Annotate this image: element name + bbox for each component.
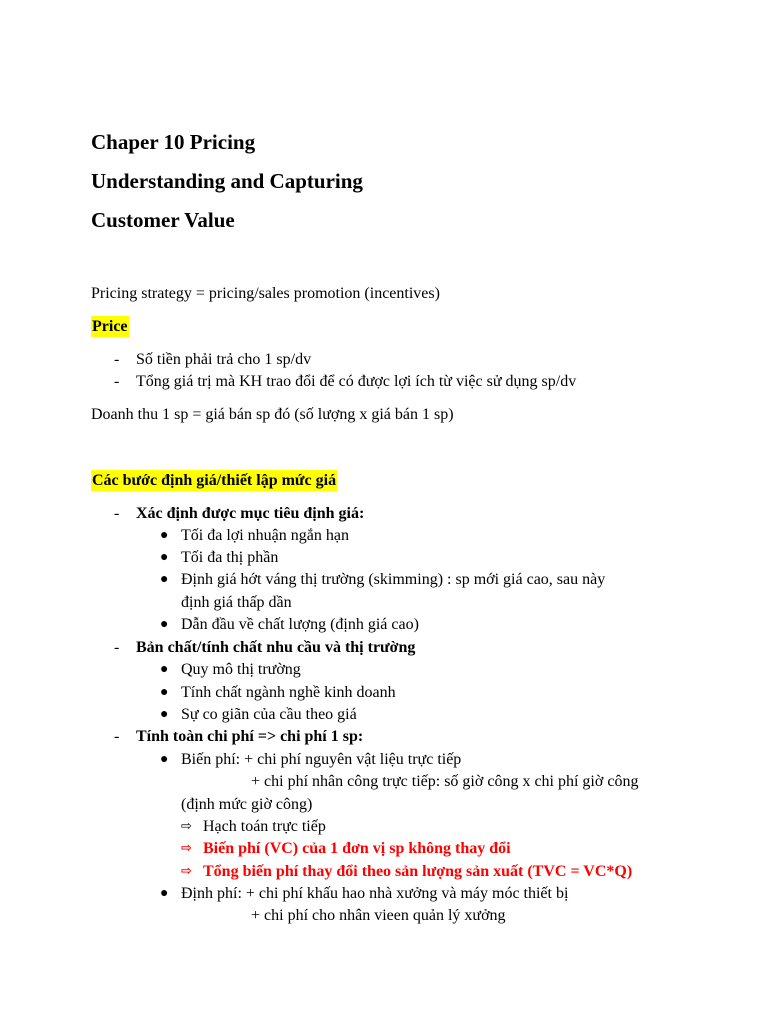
step-1-item-3: Định giá hớt váng thị trường (skimming) : sp mới giá cao, sau này [181,571,606,588]
step-3-label: Tính toàn chi phí => chi phí 1 sp: [136,728,364,745]
bullet-marker: ● [160,528,169,543]
step-2-item-3: Sự co giãn của cầu theo giá [181,706,357,723]
steps-heading [91,471,337,491]
arrow-right-icon: ⇨ [181,864,192,879]
variable-cost-line-3: (định mức giờ công) [181,796,313,813]
step-2-label: Bản chất/tính chất nhu cầu và thị trường [136,639,416,656]
bullet-marker: ● [160,685,169,700]
fixed-cost-line-1: Định phí: + chi phí khấu hao nhà xưởng và máy móc thiết bị [181,885,569,902]
price-heading-highlight: Price [92,318,128,335]
price-item-1: Số tiền phải trả cho 1 sp/dv [136,351,312,368]
variable-cost-arrow-1: Hạch toán trực tiếp [203,818,326,835]
variable-cost-arrow-2: Biến phí (VC) của 1 đơn vị sp không thay đổi [203,840,511,857]
variable-cost-arrow-3: Tổng biến phí thay đổi theo sản lượng sản xuất (TVC = VC*Q) [203,863,633,880]
bullet-marker: ● [160,752,169,767]
chapter-title-line-3: Customer Value [91,208,235,232]
fixed-cost-line-2: + chi phí cho nhân vieen quản lý xưởng [251,907,506,924]
bullet-marker: ● [160,886,169,901]
bullet-marker: ● [160,617,169,632]
variable-cost-line-2: + chi phí nhân công trực tiếp: số giờ công x chi phí giờ công [251,773,639,790]
dash-marker: - [114,505,120,522]
step-2-item-2: Tính chất ngành nghề kinh doanh [181,684,396,701]
dash-marker: - [114,639,120,656]
revenue-text: Doanh thu 1 sp = giá bán sp đó (số lượng x giá bán 1 sp) [91,406,454,423]
step-1-item-1: Tối đa lợi nhuận ngắn hạn [181,527,349,544]
arrow-right-icon: ⇨ [181,819,192,834]
price-heading [91,317,129,337]
dash-marker: - [114,728,120,745]
dash-marker: - [114,351,120,368]
bullet-marker: ● [160,550,169,565]
variable-cost-line-1: Biến phí: + chi phí nguyên vật liệu trực tiếp [181,751,462,768]
dash-marker: - [114,373,120,390]
pricing-strategy-text: Pricing strategy = pricing/sales promotion (incentives) [91,285,440,302]
chapter-title-line-1: Chaper 10 Pricing [91,130,256,154]
steps-heading-highlight: Các bước định giá/thiết lập mức giá [92,472,337,489]
bullet-marker: ● [160,572,169,587]
step-1-item-3-continued: định giá thấp dần [181,594,292,611]
step-2-item-1: Quy mô thị trường [181,661,301,678]
chapter-title-line-2: Understanding and Capturing [91,169,363,193]
bullet-marker: ● [160,707,169,722]
step-1-label: Xác định được mục tiêu định giá: [136,505,365,522]
bullet-marker: ● [160,662,169,677]
price-item-2: Tổng giá trị mà KH trao đổi để có được lợi ích từ việc sử dụng sp/dv [136,373,577,390]
step-1-item-2: Tối đa thị phần [181,549,279,566]
arrow-right-icon: ⇨ [181,841,192,856]
step-1-item-4: Dẫn đầu về chất lượng (định giá cao) [181,616,419,633]
